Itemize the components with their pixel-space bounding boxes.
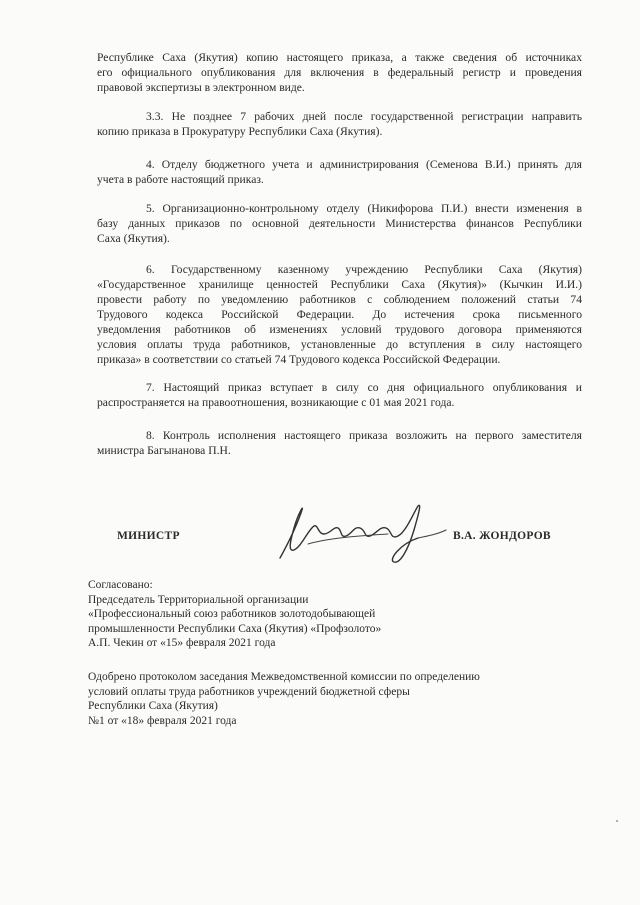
text-line: 4. Отделу бюджетного учета и администрирования (Семенова В.И.) принять для [146, 158, 582, 171]
text-line: Республике Саха (Якутия) копию настоящего приказа, а также сведения об источниках [97, 51, 582, 64]
text-line: 8. Контроль исполнения настоящего приказа возложить на первого заместителя [146, 429, 582, 442]
text-line: 5. Организационно-контрольному отделу (Никифорова П.И.) внести изменения в [146, 202, 582, 215]
paragraph-7 [97, 380, 582, 410]
text-line: копию приказа в Прокуратуру Республики Саха (Якутия). [97, 125, 383, 138]
scan-speck [616, 820, 618, 822]
paragraph-8 [97, 428, 582, 458]
text-line: Трудового кодекса Российской Федерации. До истечения срока письменного [97, 308, 582, 321]
text-line: базу данных приказов по основной деятельности Министерства финансов Республики [97, 217, 582, 230]
text-line: 3.3. Не позднее 7 рабочих дней после государственной регистрации направить [146, 110, 582, 123]
approved-block [88, 670, 480, 728]
text-line: учета в работе настоящий приказ. [97, 173, 264, 186]
text-line: министра Багынанова П.Н. [97, 444, 231, 457]
paragraph-5 [97, 201, 582, 246]
text-line: Председатель Территориальной организации [88, 593, 309, 606]
text-line: Одобрено протоколом заседания Межведомственной комиссии по определению [88, 671, 480, 683]
paragraph-continuation [97, 50, 582, 95]
text-line: Саха (Якутия). [97, 232, 170, 245]
text-line: А.П. Чекин от «15» февраля 2021 года [88, 637, 276, 650]
text-line: распространяется на правоотношения, возникающие с 01 мая 2021 года. [97, 396, 455, 409]
text-line: его официального опубликования для включения в федеральный регистр и проведения [97, 66, 582, 79]
handwritten-signature-icon [268, 500, 458, 570]
paragraph-4 [97, 157, 582, 187]
text-line: 7. Настоящий приказ вступает в силу со дня официального опубликования и [146, 381, 582, 394]
paragraph-6 [97, 262, 582, 367]
text-line: 6. Государственному казенному учреждению Республики Саха (Якутия) [146, 263, 582, 276]
paragraph-3-3 [97, 109, 582, 139]
agreed-block [88, 578, 381, 651]
text-line: условия оплаты труда работников, установленные до вступления в силу настоящего [97, 338, 582, 351]
text-line: №1 от «18» февраля 2021 года [88, 714, 237, 727]
text-line: промышленности Республики Саха (Якутия) «Профзолото» [88, 622, 382, 635]
signatory-title: МИНИСТР [117, 530, 180, 542]
signatory-name: В.А. ЖОНДОРОВ [453, 530, 551, 542]
text-line: правовой экспертизы в электронном виде. [97, 81, 305, 94]
text-line: Республики Саха (Якутия) [88, 700, 218, 713]
text-line: Согласовано: [88, 579, 153, 591]
text-line: провести работу по уведомлению работников с соблюдением положений статьи 74 [97, 293, 582, 306]
text-line: «Государственное хранилище ценностей Республики Саха (Якутия)» (Кычкин И.И.) [97, 278, 582, 291]
text-line: условий оплаты труда работников учреждений бюджетной сферы [88, 685, 410, 698]
text-line: приказа» в соответствии со статьей 74 Трудового кодекса Российской Федерации. [97, 353, 501, 366]
text-line: уведомления работников об изменениях условий трудового договора применяются [97, 323, 582, 336]
text-line: «Профессиональный союз работников золотодобывающей [88, 608, 376, 621]
